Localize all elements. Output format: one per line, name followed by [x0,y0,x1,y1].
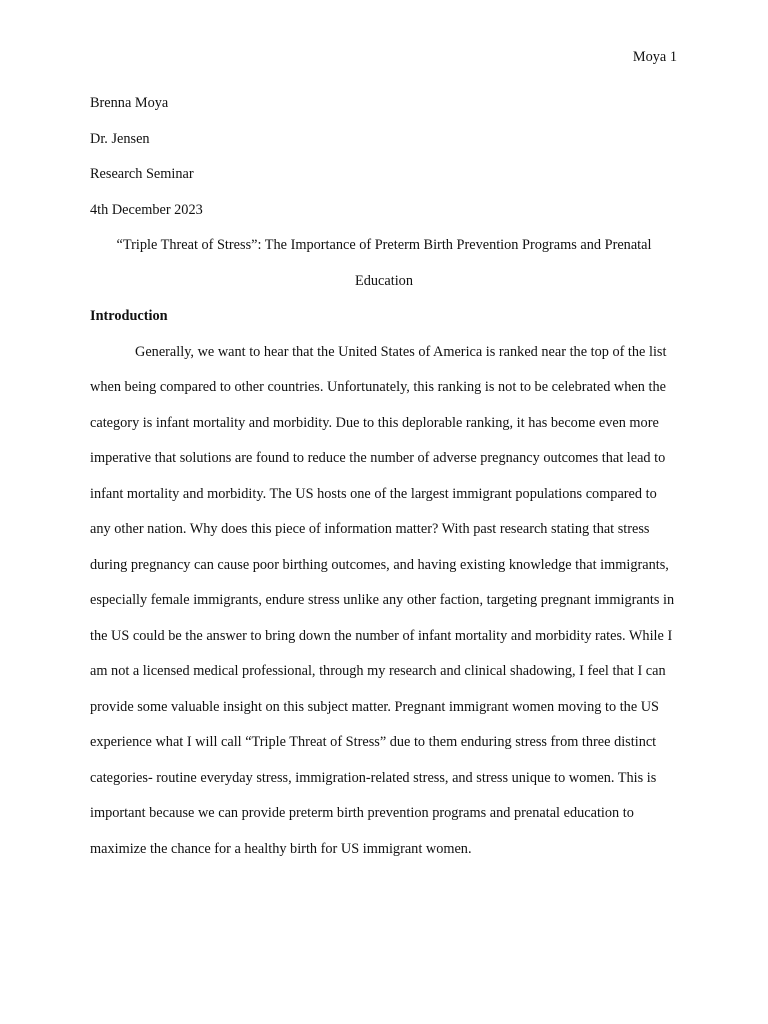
paper-date: 4th December 2023 [90,201,203,218]
document-body [90,86,678,867]
section-heading-introduction: Introduction [90,308,168,324]
paper-title: “Triple Threat of Stress”: The Importance of Preterm Birth Prevention Programs and Prenatal Education [116,237,652,289]
instructor-name: Dr. Jensen [90,130,150,147]
introduction-paragraph: Generally, we want to hear that the United States of America is ranked near the top of the list when being compared to other countries. Unfortunately, this ranking is not to be celebrated when the category is infant mortality and morbidity. Due to this deplorable ranking, it has become even more imperative that solutions are found to reduce the number of adverse pregnancy outcomes that lead to infant mortality and morbidity. The US hosts one of the largest immigrant populations compared to any other nation. Why does this piece of information matter? With past research stating that stress during pregnancy can cause poor birthing outcomes, and having existing knowledge that immigrants, especially female immigrants, endure stress unlike any other faction, targeting pregnant immigrants in the US could be the answer to bring down the number of infant mortality and morbidity rates. While I am not a licensed medical professional, through my research and clinical shadowing, I feel that I can provide some valuable insight on this subject matter. Pregnant immigrant women moving to the US experience what I will call “Triple Threat of Stress” due to them enduring stress from three distinct categories- routine everyday stress, immigration-related stress, and stress unique to women. This is important because we can provide preterm birth prevention programs and prenatal education to maximize the chance for a healthy birth for US immigrant women. [90,343,675,857]
author-name: Brenna Moya [90,95,169,111]
course-name: Research Seminar [90,166,194,182]
running-head: Moya 1 [632,49,677,65]
